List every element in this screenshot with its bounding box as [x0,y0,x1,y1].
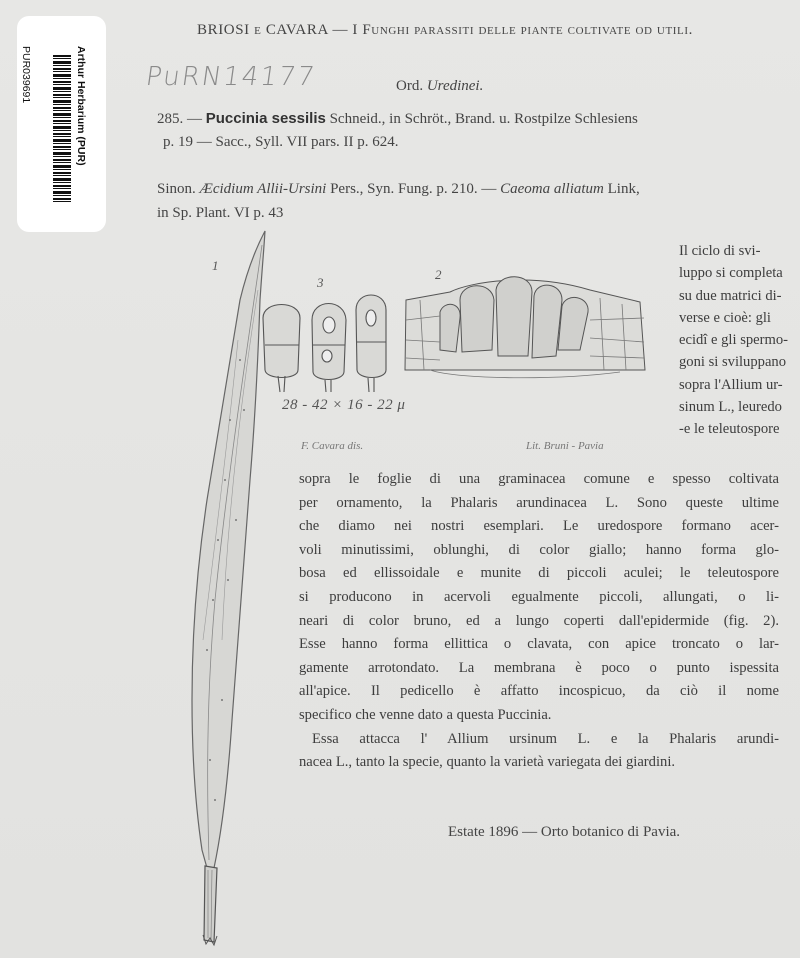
description-body [299,468,779,775]
author-briosi: BRIOSI [197,22,250,38]
body-line: specifico che venne dato a questa Puccinia. [299,706,552,723]
synonym-ref-1: Pers., Syn. Fung. p. 210. — [330,181,497,197]
author-cavara: CAVARA [265,22,329,38]
figure-label-1: 1 [212,258,219,273]
body-line: si producono in acervoli egualmente piccoli, allungati, o li- [299,588,779,605]
species-name: Puccinia sessilis [205,110,326,127]
handwritten-accession: PuRN14177 [143,62,319,92]
lithographer-credit: Lit. Bruni - Pavia [526,440,604,452]
side-line: goni si sviluppano [679,354,787,371]
synonym-ref-2: Link, [607,181,640,197]
accession-number: PUR039691 [20,46,32,104]
body-line: voli minutissimi, oblunghi, di color giallo; hanno forma glo- [299,541,779,558]
side-line: ecidî e gli spermo- [679,332,789,349]
collection-note: Estate 1896 — Orto botanico di Pavia. [448,824,681,840]
series-title: I Funghi parassiti delle piante coltivate od utili. [352,22,693,38]
artist-credit: F. Cavara dis. [301,440,364,452]
citation-line-2: p. 19 — Sacc., Syll. VII pars. II p. 624. [163,134,399,150]
body-line: neari di color bruno, ed a lungo coperti dall'epidermide (fig. 2). [299,612,779,629]
synonym-prefix: Sinon. [157,181,196,197]
body-line: per ornamento, la Phalaris arundinacea L. Sono queste ultime [299,494,779,511]
author-conjunction: E [254,25,262,37]
side-line: su due matrici di- [679,287,782,304]
cross-section-drawing [405,277,645,378]
spores-drawing [263,295,386,392]
side-line: -e le teleutospore [679,421,780,438]
side-line: Il ciclo di svi- [679,243,761,259]
side-column-text [679,240,791,441]
body-line: sopra le foglie di una graminacea comune e spesso coltivata [299,471,779,487]
header-dash: — [332,22,349,38]
herbarium-name: Arthur Herbarium (PUR) [75,46,87,166]
side-line: luppo si completa [679,265,783,282]
spore-measurement: 28 - 42 × 16 - 22 μ [282,397,406,413]
figure-label-2: 2 [435,267,442,282]
figure-label-3: 3 [317,275,324,290]
synonym-line-2: in Sp. Plant. VI p. 43 [157,205,284,221]
side-line: sinum L., leuredo [679,399,782,416]
side-line: sopra l'Allium ur- [679,376,783,393]
body-line: che diamo nei nostri esemplari. Le uredospore formano acer- [299,518,779,535]
leaf-drawing [192,231,265,945]
body-line: gamente arrotondato. La membrana è poco o punto ispessita [299,659,779,676]
body-line: Esse hanno forma ellittica o clavata, con apice troncato o lar- [299,636,779,653]
order-prefix: Ord. [396,78,424,94]
body-line: all'apice. Il pedicello è affatto incospicuo, da ciò il nome [299,683,779,700]
body-line: nacea L., tanto la specie, quanto la varietà variegata dei giardini. [299,754,676,771]
citation-line-1: Schneid., in Schröt., Brand. u. Rostpilze Schlesiens [329,111,638,127]
entry-number: 285. — [157,111,202,127]
side-line: verse e cioè: gli [679,309,771,326]
synonym-name-1: Æcidium Allii-Ursini [199,181,327,197]
body-line: Essa attacca l' Allium ursinum L. e la Phalaris arundi- [312,730,779,747]
order-name: Uredinei. [426,78,484,94]
synonym-name-2: Caeoma alliatum [500,181,604,197]
body-line: bosa ed ellissoidale e munite di piccoli aculei; le teleutospore [299,565,779,582]
